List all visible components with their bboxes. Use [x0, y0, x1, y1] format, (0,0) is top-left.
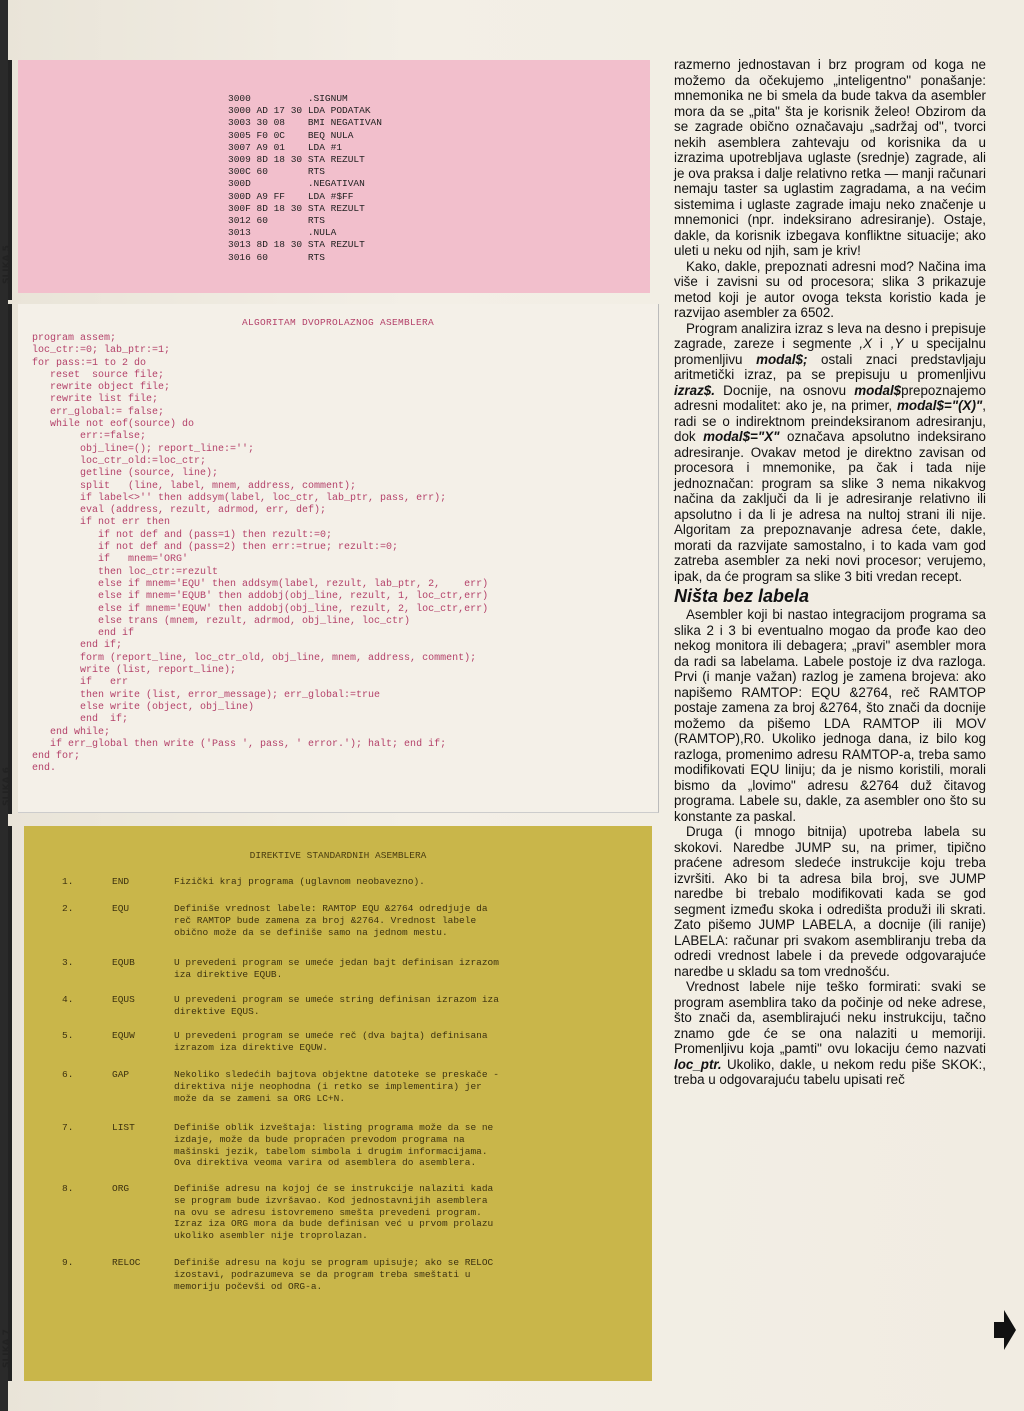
directive-number: 5. [62, 1030, 74, 1041]
code-line: end while; [32, 726, 111, 738]
code-line: split (line, label, mnem, address, comment); [32, 480, 357, 492]
code-line: loc_ctr:=0; lab_ptr:=1; [32, 345, 171, 357]
article-paragraph: razmerno jednostavan i brz program od koga ne možemo da očekujemo „inteligentno" ponašanje: mnemonika ne bi smela da bude takva da asembler mora da se „pita" šta je korisnik želeo! Obzirom da se zagrade obično označavaju „sadržaj od", tvorci nekih asemblera zahtevaju od korisnika da u izrazima upotrebljava uglaste (srednje) zagrade, ali je ova praksa i dalje relativno retka — manji računari nemaju taster sa uglastim zagradama, a na većim sistemima i uglaste zagrade imaju neko značenje u mnemonici (npr. indeksirano adresiranje). Ostaje, dakle, da korisnik izbegava konfliktne situacije; ako uleti u neku od njih, sam je kriv! [674, 57, 986, 258]
directive-number: 3. [62, 957, 74, 968]
code-line: loc_ctr_old:=loc_ctr; [32, 455, 207, 467]
listing-line: 300D A9 FF LDA #$FF [228, 190, 354, 202]
listing-line: 3003 30 08 BMI NEGATIVAN [228, 117, 382, 129]
assembly-listing-panel [18, 60, 650, 293]
code-line: rewrite object file; [32, 382, 171, 394]
code-line: if err [32, 677, 129, 689]
listing-line: 3005 F0 0C BEQ NULA [228, 129, 354, 141]
directive-description: U prevedeni program se umeće reč (dva bajta) definisana izrazom iza direktive EQUW. [174, 1030, 488, 1053]
directive-description: Fizički kraj programa (uglavnom neobavezno). [174, 876, 425, 887]
directive-description: Definiše adresu na kojoj će se instrukcije nalaziti kada se program bude izvršavao. Kod jednostavnijih asemblera na ovu se adresu istovremeno smešta prevedeni program. Izraz iza ORG mora da bude definisan već u prvom prolazu ukoliko asembler nije troprolazan. [174, 1183, 494, 1242]
code-line: obj_line=(); report_line:=''; [32, 443, 255, 455]
figure-label-7: SLIKA 7 [2, 1329, 12, 1368]
directives-title: DIREKTIVE STANDARDNIH ASEMBLERA [249, 850, 427, 861]
listing-line: 3000 AD 17 30 LDA PODATAK [228, 105, 371, 117]
listing-line: 3013 .NULA [228, 227, 337, 239]
code-line: if not def and (pass=1) then rezult:=0; [32, 529, 333, 541]
directives-panel [24, 826, 652, 1381]
code-line: if mnem='ORG' [32, 554, 189, 566]
listing-line: 3016 60 RTS [228, 251, 325, 263]
listing-line: 3013 8D 18 30 STA REZULT [228, 239, 365, 251]
article-paragraph: Kako, dakle, prepoznati adresni mod? Načina ima više i zavisni su od procesora; slika 3 prikazuje metod koji je autor ovoga teksta koristio kada je razvijao asembler za 6502. [674, 258, 986, 320]
code-line: else trans (mnem, rezult, adrmod, obj_line, loc_ctr) [32, 615, 411, 627]
continue-arrow-icon [994, 1310, 1016, 1350]
code-line: if not def and (pass=2) then err:=true; rezult:=0; [32, 542, 399, 554]
code-line: write (list, report_line); [32, 665, 237, 677]
code-line: then write (list, error_message); err_global:=true [32, 689, 381, 701]
directive-name: GAP [112, 1069, 130, 1080]
figure-label-6: SLIKA 6 [2, 767, 12, 806]
code-line: end if [32, 628, 135, 640]
directive-name: EQUB [112, 957, 135, 968]
article-paragraph: Program analizira izraz s leva na desno i prepisuje zagrade, zareze i segmente ,X i ,Y u specijalnu promenljivu modal$; ostali znaci predstavljaju aritmetički izraz, pa se prepisuju u promenljivu izraz$. Docnije, na osnovu modal$prepoznajemo adresni modalitet: ako je, na primer, modal$="(X)", radi se o indirektnom preindeksiranom adresiranju, dok modal$="X" označava apsolutno indeksirano adresiranje. Ovakav metod je direktno zavisan od procesora i mnemonike, pa čak i tada nije jednoznačan: program sa slike 3 nema nikakvog načina da zaključi da li je adresiranje relativno ili apsolutno i da li je adresa na nultoj strani ili nije. Algoritam za prepoznavanje adresa ćete, dakle, morati da razvijate samostalno, i to kada vam god zatreba asembler za neki novi procesor; verujemo, ipak, da će program sa slike 3 biti vredan recept. [674, 320, 986, 584]
code-line: err_global:= false; [32, 406, 165, 418]
code-line: while not eof(source) do [32, 419, 195, 431]
listing-line: 300C 60 RTS [228, 166, 325, 178]
directive-number: 9. [62, 1257, 74, 1268]
code-line: form (report_line, loc_ctr_old, obj_line, mnem, address, comment); [32, 652, 477, 664]
directive-description: Definiše adresu na koju se program upisuje; ako se RELOC izostavi, podrazumeva se da program treba smeštati u memoriju počevši od ORG-a. [174, 1257, 494, 1292]
figure-marker-bar [8, 304, 12, 814]
code-line: else if mnem='EQUB' then addobj(obj_line, rezult, 1, loc_ctr,err) [32, 591, 489, 603]
code-line: err:=false; [32, 431, 147, 443]
listing-line: 3000 .SIGNUM [228, 93, 348, 104]
directive-name: EQU [112, 903, 130, 914]
code-line: else if mnem='EQU' then addsym(label, rezult, lab_ptr, 2, err) [32, 578, 489, 590]
listing-line: 300F 8D 18 30 STA REZULT [228, 202, 365, 214]
directive-number: 2. [62, 903, 74, 914]
code-line: if label<>'' then addsym(label, loc_ctr, lab_ptr, pass, err); [32, 492, 447, 504]
directive-number: 1. [62, 876, 74, 887]
code-line: if not err then [32, 517, 171, 529]
directive-name: END [112, 876, 130, 887]
code-line: for pass:=1 to 2 do [32, 357, 147, 369]
code-line: else if mnem='EQUW' then addobj(obj_line, rezult, 2, loc_ctr,err) [32, 603, 489, 615]
listing-line: 3009 8D 18 30 STA REZULT [228, 154, 365, 166]
code-line: end if; [32, 640, 123, 652]
directive-number: 8. [62, 1183, 74, 1194]
code-line: program assem; [32, 333, 117, 344]
article-paragraph: Druga (i mnogo bitnija) upotreba labela su skokovi. Naredbe JUMP su, na primer, tipično praćene adresom sledeće instrukcije koju treba izvršiti. Ako bi ta adresa bila broj, sve JUMP naredbe bi trebalo modifikovati kada se god segment između skoka i odredišta produži ili skrati. Zato pišemo JUMP LABELA, a docnije (ili ranije) LABELA: računar pri svakom asembliranju treba da odredi vrednost labele i da prevede odgovarajuće naredbe u skladu sa tom vrednošću. [674, 824, 986, 979]
code-line: end. [32, 763, 57, 775]
article-paragraph: Asembler koji bi nastao integracijom programa sa slika 2 i 3 bi eventualno mogao da prođe kao deo nekog monitora ili debagera; „pravi" asembler mora da radi sa labelama. Labele postoje iz dva razloga. Prvi (i manje važan) razlog je zamena brojeva: ako napišemo RAMTOP: EQU &2764, reč RAMTOP postaje zamena za broj &2764, što znači da docnije možemo da pišemo LDA RAMTOP ili MOV (RAMTOP),R0. Ukoliko jednoga dana, iz bilo kog razloga, promenimo adresu RAMTOP-a, treba samo modifikovati EQU liniju; da je nismo koristili, morali bismo da „lovimo" adresu &2764 duž čitavog programa. Labele su, dakle, za asembler ono što su konstante za paskal. [674, 607, 986, 824]
directive-description: Nekoliko sledećih bajtova objektne datoteke se preskače - direktiva nije neophodna (i retko se implementira) jer može da se zameni sa ORG LC+N. [174, 1069, 499, 1104]
directive-name: LIST [112, 1122, 135, 1133]
code-line: reset source file; [32, 369, 165, 381]
code-line: end for; [32, 751, 81, 763]
algorithm-code [32, 333, 488, 776]
code-line: rewrite list file; [32, 394, 159, 406]
algorithm-panel [18, 304, 659, 813]
code-line: if err_global then write ('Pass ', pass, ' error.'); halt; end if; [32, 738, 447, 750]
directive-number: 4. [62, 994, 74, 1005]
listing-line: 3012 60 RTS [228, 215, 325, 227]
directive-name: EQUW [112, 1030, 135, 1041]
listing-line: 3007 A9 01 LDA #1 [228, 141, 343, 153]
figure-label-5: SLIKA 5 [2, 245, 12, 284]
listing-line: 300D .NEGATIVAN [228, 178, 365, 190]
article-column [674, 57, 986, 1088]
directive-description: U prevedeni program se umeće string definisan izrazom iza direktive EQUS. [174, 994, 499, 1017]
code-line: end if; [32, 714, 129, 726]
figure-marker-bar [8, 826, 12, 1381]
assembly-listing [228, 93, 382, 264]
directive-description: Definiše vrednost labele: RAMTOP EQU &2764 odredjuje da reč RAMTOP bude zamena za broj &2764. Vrednost labele obično može da se definiše samo na jednom mestu. [174, 903, 488, 938]
directive-description: Definiše oblik izveštaja: listing programa može da se ne izdaje, može da bude propraćen prevodom programa na mašinski jezik, tabelom simbola i drugim informacijama. Ova direktiva veoma varira od asemblera do asemblera. [174, 1122, 494, 1169]
page-binding-edge [0, 0, 8, 1411]
algorithm-title: ALGORITAM DVOPROLAZNOG ASEMBLERA [241, 317, 435, 328]
directive-number: 7. [62, 1122, 74, 1133]
directive-name: ORG [112, 1183, 130, 1194]
directive-description: U prevedeni program se umeće jedan bajt definisan izrazom iza direktive EQUB. [174, 957, 499, 980]
code-line: then loc_ctr:=rezult [32, 566, 219, 578]
code-line: getline (source, line); [32, 468, 219, 480]
code-line: eval (address, rezult, adrmod, err, def); [32, 505, 327, 517]
directive-number: 6. [62, 1069, 74, 1080]
directive-name: EQUS [112, 994, 135, 1005]
article-paragraph: Vrednost labele nije teško formirati: svaki se program asemblira tako da počinje od neke adrese, što znači da, asemblirajući neku instrukciju, tačno znamo gde će se ona nalaziti u memoriji. Promenljivu koja „pamti" ovu lokaciju ćemo nazvati loc_ptr. Ukoliko, dakle, u nekom redu piše SKOK:, treba u odgovarajuću tabelu upisati reč [674, 979, 986, 1087]
section-heading: Ništa bez labela [674, 586, 810, 606]
code-line: else write (object, obj_line) [32, 701, 255, 713]
directive-name: RELOC [112, 1257, 141, 1268]
